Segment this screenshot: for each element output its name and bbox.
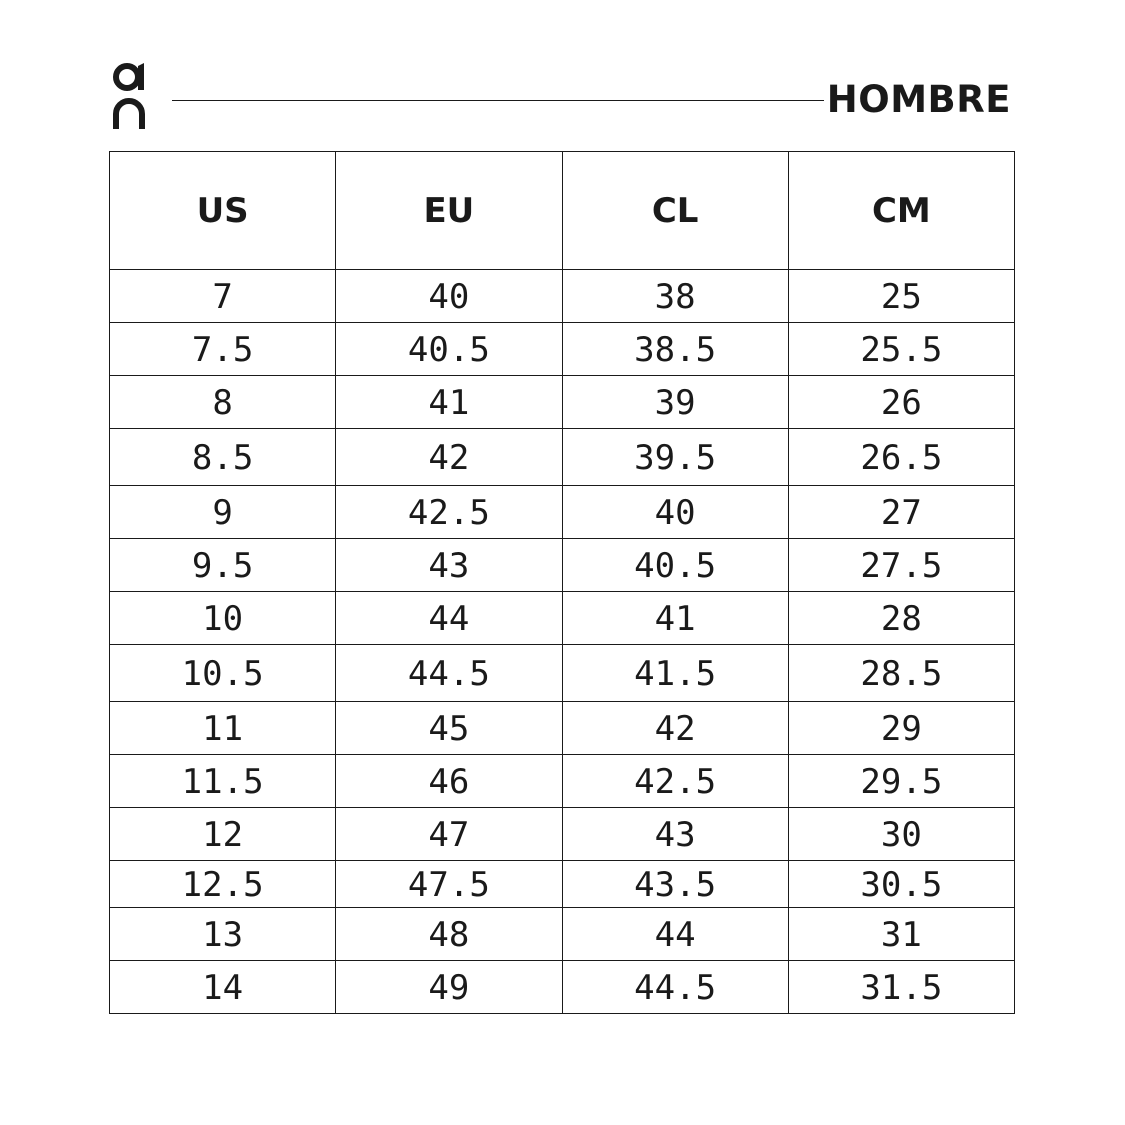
header-divider xyxy=(172,100,824,101)
cell-cm: 30.5 xyxy=(788,861,1014,908)
cell-cl: 43.5 xyxy=(562,861,788,908)
cell-us: 10.5 xyxy=(110,645,336,702)
cell-cm: 26 xyxy=(788,376,1014,429)
cell-cl: 38.5 xyxy=(562,323,788,376)
cell-us: 9.5 xyxy=(110,539,336,592)
cell-cm: 29 xyxy=(788,702,1014,755)
cell-eu: 42 xyxy=(336,429,562,486)
cell-eu: 44 xyxy=(336,592,562,645)
table-header-row xyxy=(110,152,1015,270)
on-logo-icon xyxy=(110,62,148,132)
cell-eu: 43 xyxy=(336,539,562,592)
table-row xyxy=(110,486,1015,539)
cell-us: 10 xyxy=(110,592,336,645)
table-row xyxy=(110,808,1015,861)
cell-cl: 40 xyxy=(562,486,788,539)
cell-cl: 42.5 xyxy=(562,755,788,808)
cell-cl: 41 xyxy=(562,592,788,645)
cell-us: 8.5 xyxy=(110,429,336,486)
table-row xyxy=(110,755,1015,808)
column-header-cm: CM xyxy=(788,152,1014,270)
table-row xyxy=(110,323,1015,376)
page-title: HOMBRE xyxy=(826,78,1011,121)
column-header-cl: CL xyxy=(562,152,788,270)
cell-cm: 25.5 xyxy=(788,323,1014,376)
cell-cm: 31 xyxy=(788,908,1014,961)
cell-us: 13 xyxy=(110,908,336,961)
cell-eu: 47.5 xyxy=(336,861,562,908)
cell-us: 9 xyxy=(110,486,336,539)
cell-eu: 47 xyxy=(336,808,562,861)
table-row xyxy=(110,376,1015,429)
cell-cm: 27.5 xyxy=(788,539,1014,592)
cell-us: 14 xyxy=(110,961,336,1014)
cell-cm: 26.5 xyxy=(788,429,1014,486)
cell-us: 8 xyxy=(110,376,336,429)
column-header-eu: EU xyxy=(336,152,562,270)
cell-cm: 28.5 xyxy=(788,645,1014,702)
size-chart-table xyxy=(109,151,1015,1014)
cell-cl: 42 xyxy=(562,702,788,755)
table-row xyxy=(110,270,1015,323)
cell-cm: 25 xyxy=(788,270,1014,323)
table-row xyxy=(110,645,1015,702)
cell-eu: 41 xyxy=(336,376,562,429)
table-row xyxy=(110,961,1015,1014)
cell-cl: 43 xyxy=(562,808,788,861)
table-row xyxy=(110,702,1015,755)
cell-eu: 46 xyxy=(336,755,562,808)
cell-cm: 31.5 xyxy=(788,961,1014,1014)
table-row xyxy=(110,592,1015,645)
cell-eu: 45 xyxy=(336,702,562,755)
cell-cm: 30 xyxy=(788,808,1014,861)
cell-us: 7 xyxy=(110,270,336,323)
cell-cl: 44.5 xyxy=(562,961,788,1014)
cell-us: 7.5 xyxy=(110,323,336,376)
cell-cl: 38 xyxy=(562,270,788,323)
cell-eu: 49 xyxy=(336,961,562,1014)
cell-eu: 40 xyxy=(336,270,562,323)
cell-cl: 41.5 xyxy=(562,645,788,702)
table-row xyxy=(110,539,1015,592)
table-row xyxy=(110,429,1015,486)
cell-cl: 39.5 xyxy=(562,429,788,486)
cell-cm: 29.5 xyxy=(788,755,1014,808)
cell-cl: 40.5 xyxy=(562,539,788,592)
table-row xyxy=(110,908,1015,961)
table-row xyxy=(110,861,1015,908)
cell-us: 12 xyxy=(110,808,336,861)
cell-us: 11 xyxy=(110,702,336,755)
cell-us: 11.5 xyxy=(110,755,336,808)
cell-cm: 28 xyxy=(788,592,1014,645)
cell-eu: 44.5 xyxy=(336,645,562,702)
cell-cl: 39 xyxy=(562,376,788,429)
cell-eu: 48 xyxy=(336,908,562,961)
column-header-us: US xyxy=(110,152,336,270)
cell-cl: 44 xyxy=(562,908,788,961)
cell-us: 12.5 xyxy=(110,861,336,908)
cell-eu: 40.5 xyxy=(336,323,562,376)
cell-eu: 42.5 xyxy=(336,486,562,539)
cell-cm: 27 xyxy=(788,486,1014,539)
